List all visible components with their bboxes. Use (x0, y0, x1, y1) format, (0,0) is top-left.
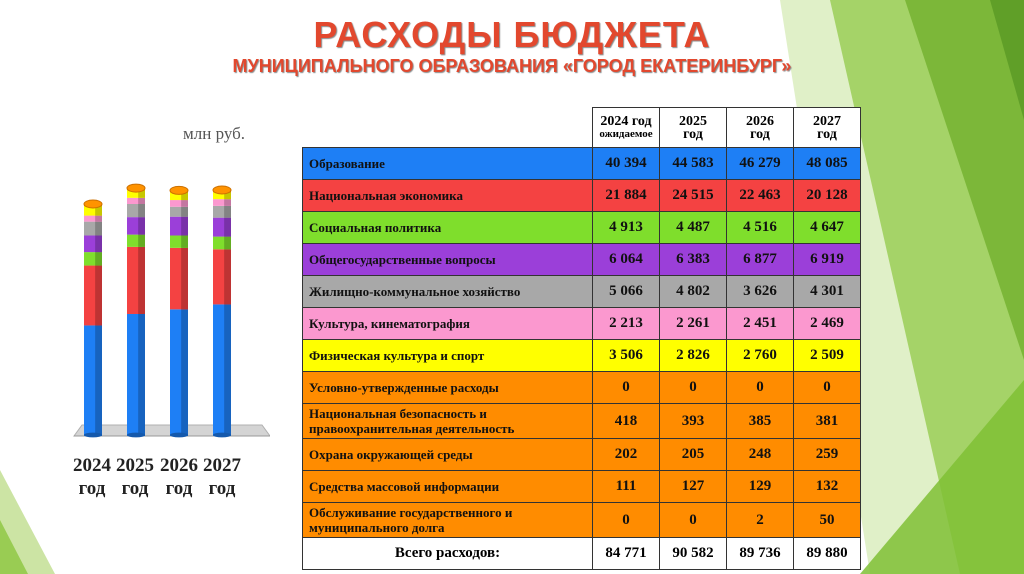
row-label: Социальная политика (303, 212, 593, 244)
row-value: 393 (660, 404, 727, 439)
row-label: Жилищно-коммунальное хозяйство (303, 276, 593, 308)
row-label: Образование (303, 148, 593, 180)
row-value: 2 213 (593, 308, 660, 340)
bar-segment-shade (181, 200, 188, 207)
bar-segment-shade (95, 236, 102, 253)
row-value: 6 877 (727, 244, 794, 276)
bar-segment-shade (138, 314, 145, 436)
row-value: 21 884 (593, 180, 660, 212)
bar-segment-shade (181, 236, 188, 248)
bar-segment-shade (181, 248, 188, 309)
bar-segment-shade (138, 217, 145, 234)
x-tick-2026: 2026 год (160, 455, 198, 499)
bar-segment-shade (138, 198, 145, 204)
row-label: Культура, кинематография (303, 308, 593, 340)
bar-top-cap (84, 200, 102, 208)
row-value: 3 506 (593, 340, 660, 372)
bar-base-cap (84, 433, 102, 438)
row-label: Общегосударственные вопросы (303, 244, 593, 276)
table-row (303, 503, 861, 538)
header-2024: 2024 год ожидаемое (593, 108, 660, 148)
x-tick-2025: 2025 год (116, 455, 154, 499)
bar-top-cap (127, 184, 145, 192)
table-row (303, 471, 861, 503)
bar-base-cap (127, 433, 145, 438)
row-value: 2 760 (727, 340, 794, 372)
row-value: 2 826 (660, 340, 727, 372)
row-value: 418 (593, 404, 660, 439)
row-value: 132 (794, 471, 861, 503)
x-tick-2027: 2027 год (203, 455, 241, 499)
bar-segment-shade (138, 235, 145, 247)
row-label: Национальная безопасность и правоохранительная деятельность (303, 404, 593, 439)
row-value: 0 (593, 503, 660, 538)
row-value: 44 583 (660, 148, 727, 180)
row-label: Охрана окружающей среды (303, 439, 593, 471)
row-value: 0 (794, 372, 861, 404)
row-value: 20 128 (794, 180, 861, 212)
row-value: 2 509 (794, 340, 861, 372)
bar-segment-shade (181, 207, 188, 217)
total-row (303, 538, 861, 570)
row-value: 2 261 (660, 308, 727, 340)
table-row (303, 372, 861, 404)
bar-segment-shade (95, 252, 102, 265)
row-value: 4 802 (660, 276, 727, 308)
total-2027: 89 880 (794, 538, 861, 570)
budget-table (302, 107, 861, 570)
row-value: 46 279 (727, 148, 794, 180)
total-2026: 89 736 (727, 538, 794, 570)
row-value: 0 (727, 372, 794, 404)
bar-base-cap (213, 433, 231, 438)
row-value: 0 (660, 372, 727, 404)
table-row (303, 148, 861, 180)
total-2024: 84 771 (593, 538, 660, 570)
row-value: 259 (794, 439, 861, 471)
row-value: 381 (794, 404, 861, 439)
table-row (303, 404, 861, 439)
bar-segment-shade (224, 218, 231, 237)
total-label: Всего расходов: (303, 538, 593, 570)
row-label: Физическая культура и спорт (303, 340, 593, 372)
row-value: 248 (727, 439, 794, 471)
row-value: 5 066 (593, 276, 660, 308)
row-label: Обслуживание государственного и муниципального долга (303, 503, 593, 538)
bar-segment-shade (224, 304, 231, 436)
row-value: 22 463 (727, 180, 794, 212)
row-value: 2 451 (727, 308, 794, 340)
table-row (303, 244, 861, 276)
bar-segment-shade (224, 237, 231, 250)
header-2025: 2025 год (660, 108, 727, 148)
row-value: 129 (727, 471, 794, 503)
row-value: 40 394 (593, 148, 660, 180)
bar-segment-shade (181, 217, 188, 236)
row-value: 385 (727, 404, 794, 439)
row-value: 6 919 (794, 244, 861, 276)
row-value: 127 (660, 471, 727, 503)
row-value: 205 (660, 439, 727, 471)
header-blank (303, 108, 593, 148)
bar-segment-shade (138, 204, 145, 217)
row-value: 2 (727, 503, 794, 538)
row-value: 6 064 (593, 244, 660, 276)
stacked-bar-chart (60, 178, 270, 450)
bar-base-cap (170, 433, 188, 438)
bar-segment-shade (224, 249, 231, 304)
bar-top-cap (170, 186, 188, 194)
table-row (303, 439, 861, 471)
page-title: РАСХОДЫ БЮДЖЕТА (313, 14, 711, 55)
header-2026: 2026 год (727, 108, 794, 148)
bar-top-cap (213, 186, 231, 194)
bar-segment-shade (224, 199, 231, 206)
table-row (303, 212, 861, 244)
table-row (303, 180, 861, 212)
bar-segment-shade (181, 309, 188, 436)
table-row (303, 340, 861, 372)
table-row (303, 276, 861, 308)
row-value: 202 (593, 439, 660, 471)
bar-segment-shade (95, 216, 102, 222)
bar-segment-shade (138, 247, 145, 314)
total-2025: 90 582 (660, 538, 727, 570)
row-value: 2 469 (794, 308, 861, 340)
row-value: 4 301 (794, 276, 861, 308)
page-subtitle: МУНИЦИПАЛЬНОГО ОБРАЗОВАНИЯ «ГОРОД ЕКАТЕРИНБУРГ» (232, 56, 792, 76)
row-label: Средства массовой информации (303, 471, 593, 503)
row-value: 4 516 (727, 212, 794, 244)
x-tick-2024: 2024 год (73, 455, 111, 499)
row-value: 3 626 (727, 276, 794, 308)
row-label: Условно-утвержденные расходы (303, 372, 593, 404)
header-2027: 2027 год (794, 108, 861, 148)
bar-segment-shade (224, 206, 231, 218)
row-value: 111 (593, 471, 660, 503)
row-value: 48 085 (794, 148, 861, 180)
row-value: 4 487 (660, 212, 727, 244)
row-value: 6 383 (660, 244, 727, 276)
table-row (303, 308, 861, 340)
row-value: 24 515 (660, 180, 727, 212)
row-value: 4 913 (593, 212, 660, 244)
bar-segment-shade (95, 325, 102, 436)
unit-label: млн руб. (183, 124, 246, 143)
bar-segment-shade (95, 222, 102, 236)
bar-segment-shade (95, 266, 102, 326)
row-value: 0 (660, 503, 727, 538)
row-value: 50 (794, 503, 861, 538)
row-label: Национальная экономика (303, 180, 593, 212)
row-value: 0 (593, 372, 660, 404)
row-value: 4 647 (794, 212, 861, 244)
table-header-row (303, 108, 861, 148)
